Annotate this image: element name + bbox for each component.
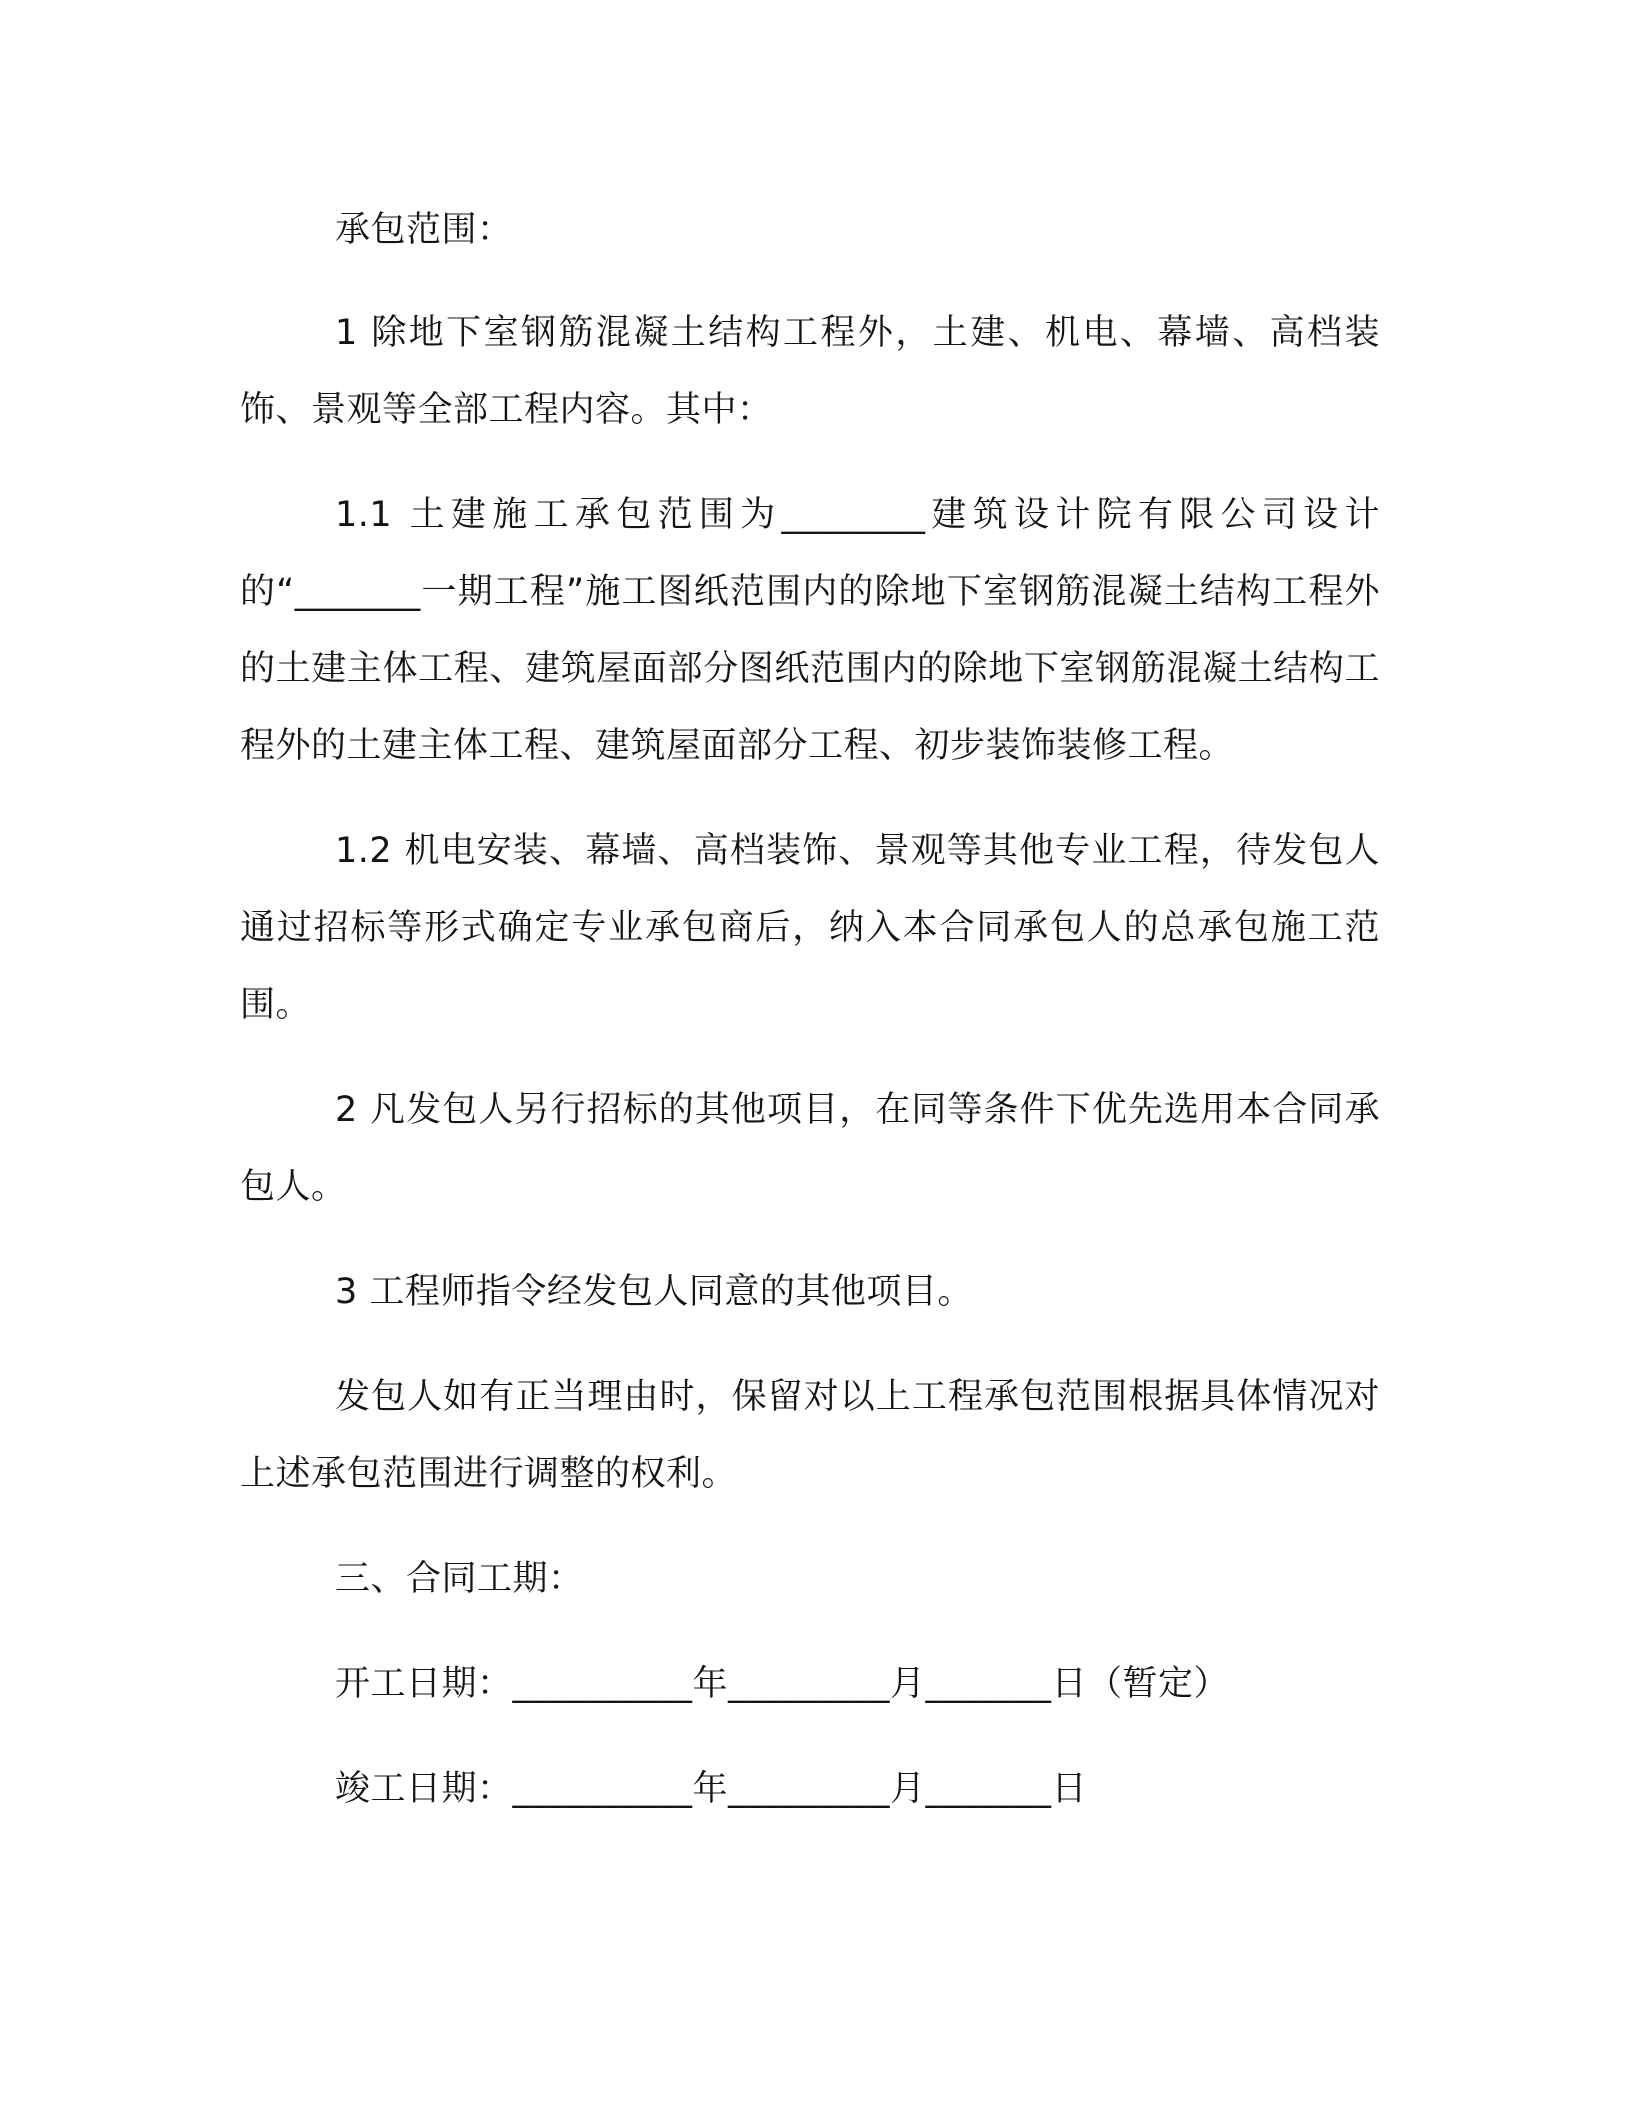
document-page [240, 192, 1380, 1828]
start-date-line: 开工日期：__________年_________月_______日（暂定） [335, 1664, 1230, 1704]
clause-3: 3 工程师指令经发包人同意的其他项目。 [335, 1272, 973, 1312]
scope-heading: 承包范围： [335, 210, 513, 250]
clause-1-2: 1.2 机电安装、幕墙、高档装饰、景观等其他专业工程，待发包人通过招标等形式确定专业承包商后，纳入本合同承包人的总承包施工范围。 [240, 831, 1380, 1025]
clause-1-1: 1.1 土建施工承包范围为________建筑设计院有限公司设计的“_______一期工程”施工图纸范围内的除地下室钢筋混凝土结构工程外的土建主体工程、建筑屋面部分图纸范围内的除地下室钢筋混凝土结构工程外的土建主体工程、建筑屋面部分工程、初步装饰装修工程。 [240, 495, 1380, 766]
completion-date-line: 竣工日期：__________年_________月_______日 [335, 1769, 1088, 1809]
contract-period-heading: 三、合同工期： [335, 1559, 584, 1599]
adjustment-right-paragraph: 发包人如有正当理由时，保留对以上工程承包范围根据具体情况对上述承包范围进行调整的权利。 [240, 1377, 1380, 1494]
clause-2: 2 凡发包人另行招标的其他项目，在同等条件下优先选用本合同承包人。 [240, 1090, 1380, 1207]
clause-1: 1 除地下室钢筋混凝土结构工程外，土建、机电、幕墙、高档装饰、景观等全部工程内容。其中： [240, 313, 1380, 430]
